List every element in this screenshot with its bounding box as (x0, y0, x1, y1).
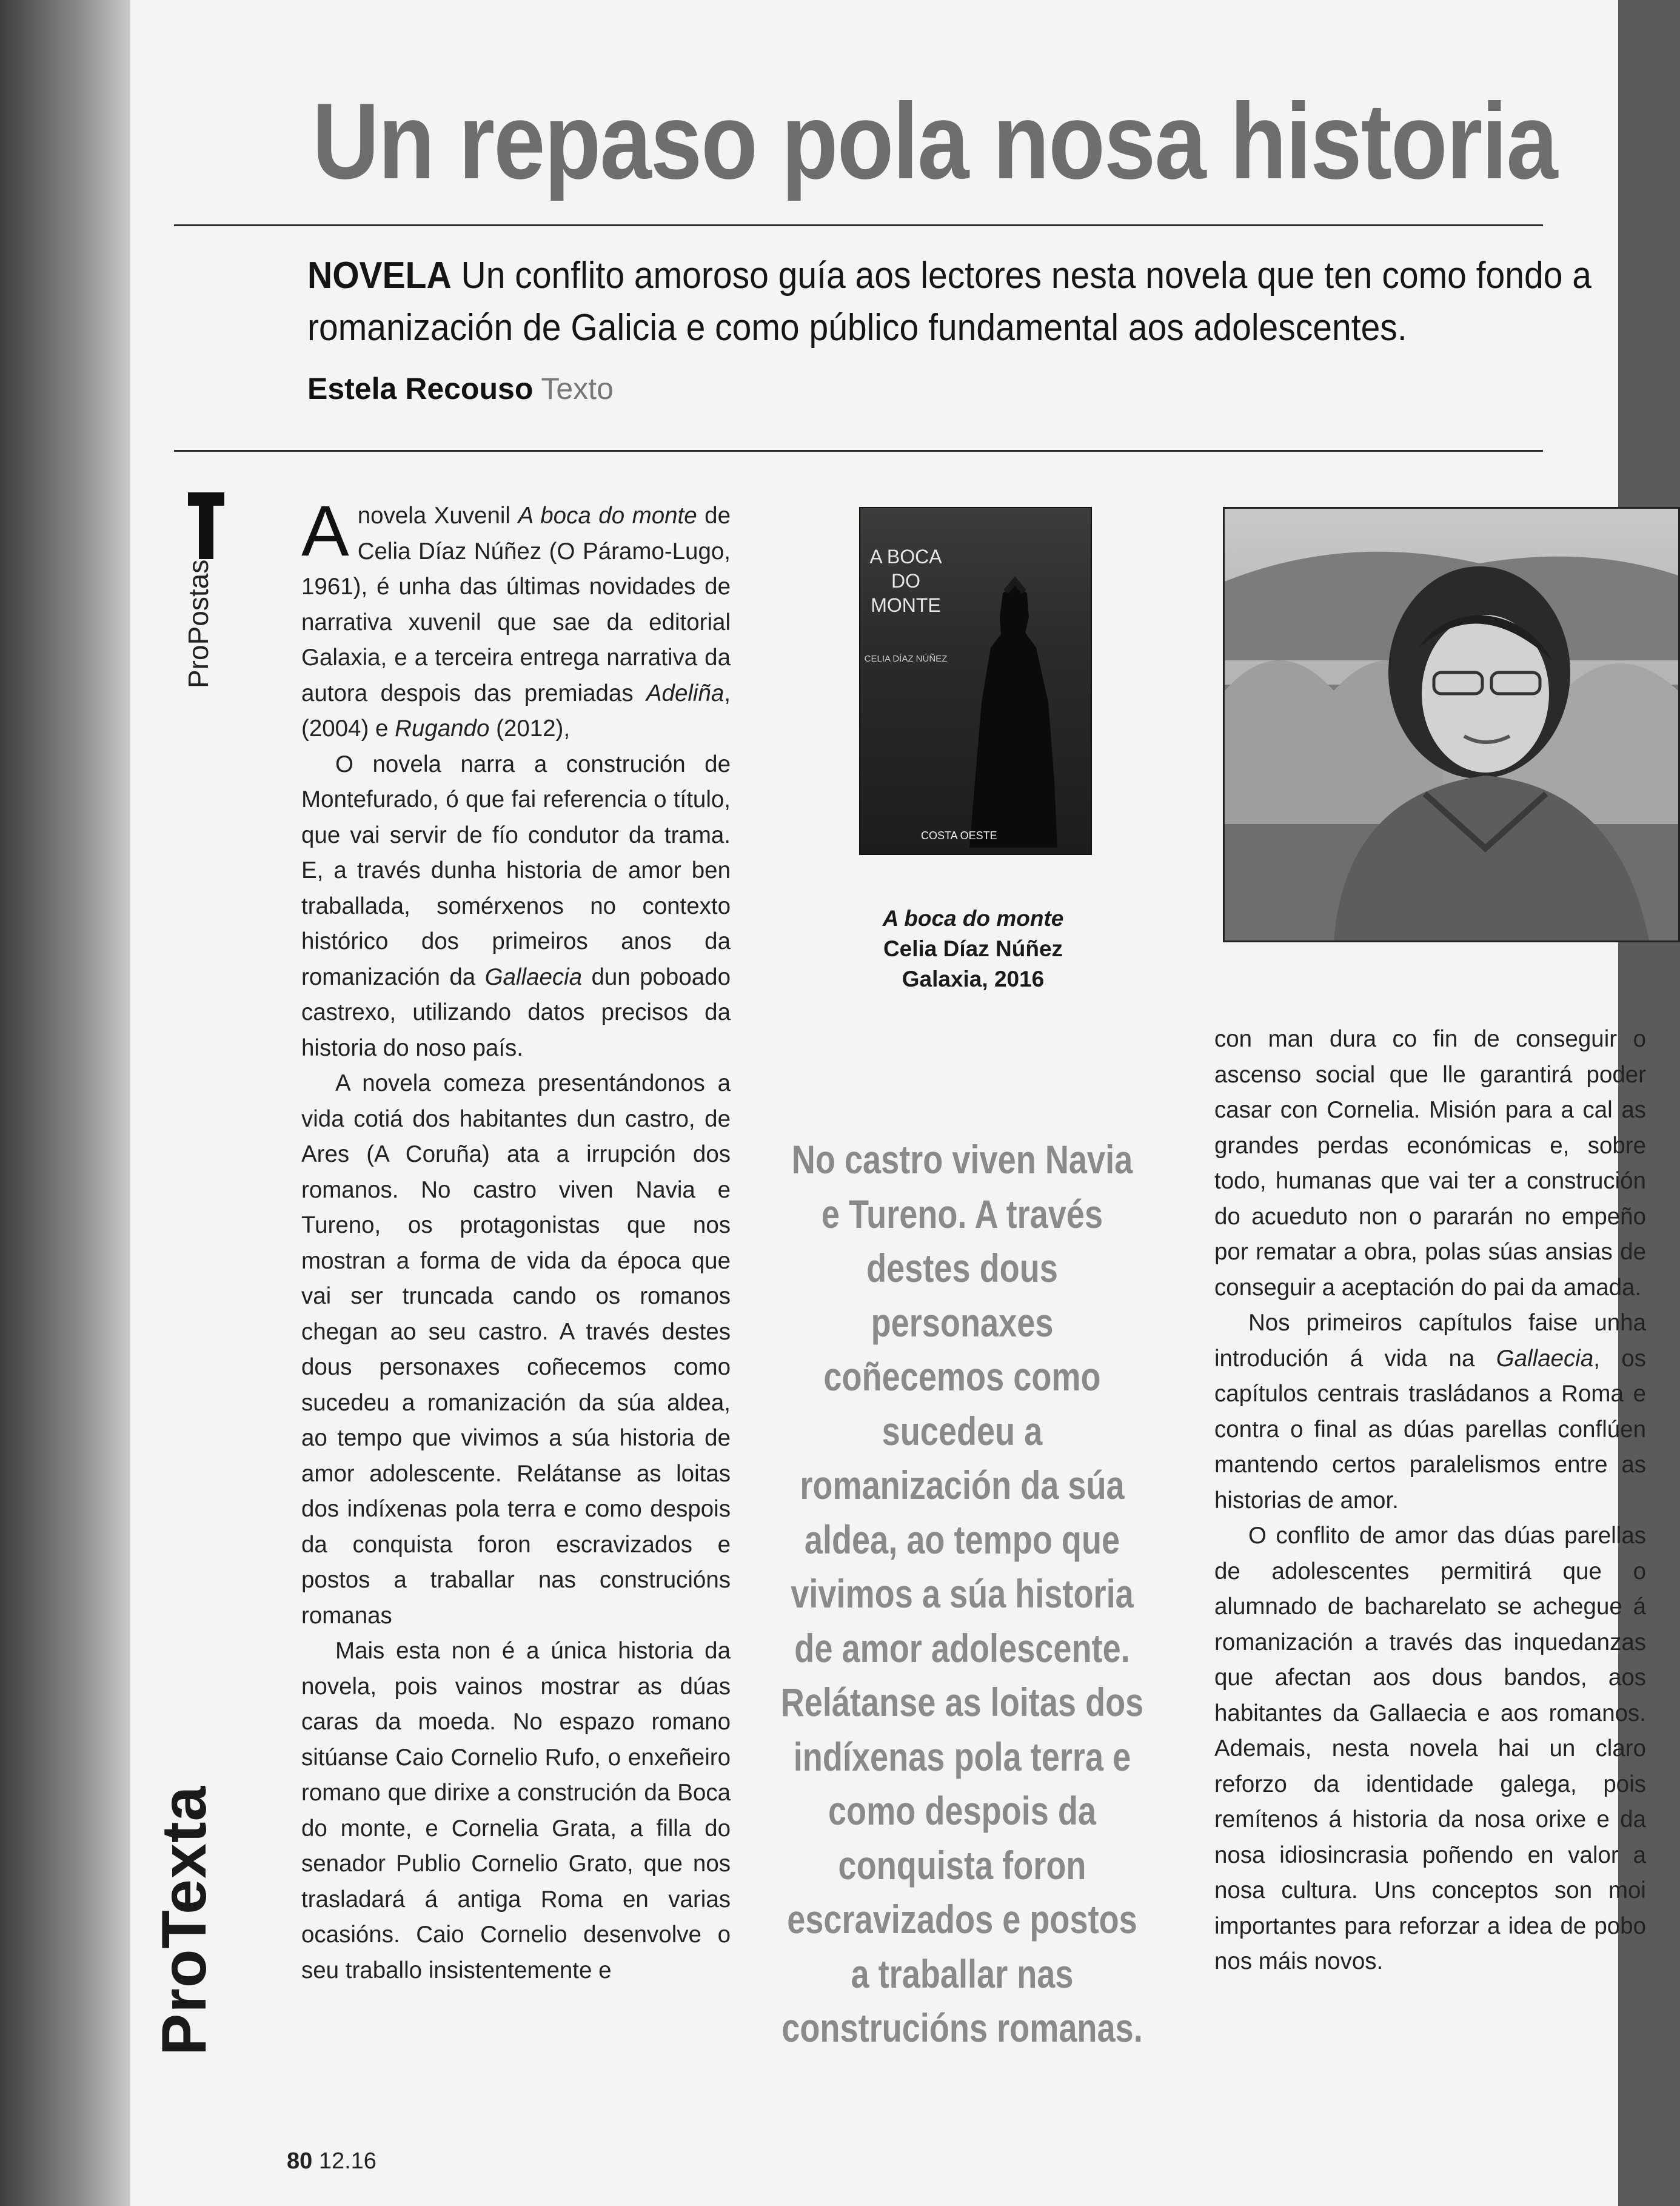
page-number: 80 (287, 2148, 313, 2174)
subtitle-text: Un conflito amoroso guía aos lectores nesta novela que ten como fondo a romanización de Galicia e como público fundamental aos adolescentes. (307, 255, 1592, 349)
book-title-italic: A boca do monte (518, 503, 697, 529)
paragraph: A novela comeza presentándonos a vida cotiá dos habitantes dun castro, de Ares (A Coruña) ata a irrupción dos romanos. No castro viven Navia e Tureno, os protagonistas que nos mostran a forma de vida da época que vai ser truncada cando os romanos chegan ao seu castro. A través destes dous personaxes coñecemos como sucedeu a romanización da súa aldea, ao tempo que vivimos a súa historia de amor adolescente. Relátanse as loitas dos indíxenas pola terra e como despois da conquista foron escravizados e postos a traballar nas construcións romanas (301, 1070, 731, 1629)
paragraph (301, 491, 731, 747)
pull-quote-line: coñecemos como (823, 1354, 1101, 1399)
magazine-page (130, 0, 1646, 2206)
section-label-protexta: ProTexta (149, 1785, 219, 2056)
body-column-right (1214, 1022, 1646, 1980)
paragraph: con man dura co fin de conseguir o ascenso social que lle garantirá poder casar con Cornelia. Misión para a cal as grandes perdas económicas e, sobre todo, humanas que vai ter a construción do acueduto non o pararán no empeño por rematar a obra, polas súas ansias de conseguir a aceptación do pai da amada. (1214, 1026, 1646, 1301)
book-caption (852, 904, 1094, 994)
place-name-italic: Gallaecia (1496, 1345, 1594, 1372)
text-run: de Celia Díaz Núñez (O Páramo-Lugo, 1961), é unha das últimas novidades de narrativa xuvenil que sae da editorial Galaxia, e a terceira entrega narrativa da autora despois das premiadas (301, 503, 731, 706)
page-folio (287, 2148, 376, 2174)
page-binding-shadow (0, 0, 130, 2206)
drop-cap: A (301, 491, 349, 571)
issue-date: 12.16 (318, 2148, 376, 2174)
warrior-silhouette-icon (957, 581, 1060, 848)
pull-quote-line: vivimos a súa historia (791, 1571, 1134, 1616)
caption-publisher: Galaxia, 2016 (902, 967, 1045, 991)
pull-quote-line: destes dous (866, 1245, 1058, 1290)
header-rule-bottom (174, 450, 1543, 452)
text-run: , os capítulos centrais trasládanos a Roma e contra o final as dúas parellas conflúen mantendo certos paralelismos entre as historias de amor. (1214, 1345, 1646, 1514)
book-title-italic: Rugando (395, 716, 490, 742)
header-rule-top (174, 224, 1543, 226)
pull-quote-line: No castro viven Navia (791, 1137, 1133, 1182)
place-name-italic: Gallaecia (484, 964, 583, 990)
text-run: novela Xuvenil (357, 503, 518, 529)
caption-title: A boca do monte (882, 906, 1064, 931)
text-run: Nos primeiros capítulos faise unha introdución á vida na (1214, 1310, 1646, 1372)
text-run: (2012), (489, 716, 571, 742)
pull-quote-line: romanización da súa (800, 1463, 1125, 1507)
pull-quote-line: como despois da (828, 1788, 1097, 1833)
pull-quote-line: indíxenas pola terra e (793, 1734, 1131, 1779)
paragraph (301, 747, 731, 1067)
pull-quote-line: construcións romanas. (781, 2005, 1143, 2050)
cover-author: CELIA DÍAZ NÚÑEZ (864, 654, 948, 664)
section-label-propostas: ProPostas (182, 559, 214, 688)
caption-author: Celia Díaz Núñez (883, 936, 1063, 961)
text-run: O novela narra a construción de Montefurado, ó que fai referencia o título, que vai servir de fío condutor da trama. E, a través dunha historia de amor ben traballada, somérxenos no contexto histórico dos primeiros anos da romanización da (301, 751, 731, 990)
author-portrait-image (1225, 509, 1678, 940)
paragraph (1214, 1306, 1646, 1518)
text-run: , (2004) e (301, 680, 731, 742)
pull-quote-line: personaxes (871, 1299, 1054, 1345)
text-run: dun poboado castrexo, utilizando datos precisos da historia do noso país. (301, 964, 731, 1061)
pull-quote-line: escravizados e postos (787, 1897, 1137, 1942)
book-cover-image (859, 507, 1092, 855)
section-t-icon (188, 492, 224, 559)
pull-quote-line: aldea, ao tempo que (804, 1517, 1120, 1562)
cover-publisher: COSTA OESTE (921, 830, 997, 842)
subtitle-kicker: NOVELA (307, 255, 452, 297)
paragraph: O conflito de amor das dúas parellas de adolescentes permitirá que o alumnado de bacharelato se achegue á romanización a través das inquedanzas que afectan aos dous bandos, aos habitantes da Gallaecia e aos romanos. Ademais, nesta novela hai un claro reforzo da identidade galega, pois remítenos á historia da nosa orixe e da nosa idiosincrasia poñendo en valor a nosa cultura. Uns conceptos son moi importantes para reforzar a idea de pobo nos máis novos. (1214, 1523, 1646, 1974)
body-column-left (301, 491, 731, 1988)
article-title: Un repaso pola nosa historia (312, 81, 1557, 201)
pull-quote-line: sucedeu a (882, 1408, 1043, 1453)
pull-quote-line: a traballar nas (851, 1951, 1074, 1996)
pull-quote-line: de amor adolescente. (794, 1625, 1130, 1671)
pull-quote (738, 1133, 1186, 2056)
pull-quote-line: e Tureno. A través (821, 1191, 1103, 1236)
author-photo (1223, 507, 1680, 942)
byline-role: Texto (541, 372, 614, 406)
cover-title: A BOCA DO MONTE (869, 546, 942, 616)
article-subtitle (307, 250, 1679, 354)
pull-quote-line: Relátanse as loitas dos (780, 1680, 1144, 1725)
paragraph: Mais esta non é a única historia da novela, pois vainos mostrar as dúas caras da moeda. No espazo romano sitúanse Caio Cornelio Rufo, o enxeñeiro romano que dirixe a construción da Boca do monte, e Cornelia Grata, a filla do senador Publio Cornelio Grato, que nos trasladará á antiga Roma en varias ocasións. Caio Cornelio desenvolve o seu traballo insistentemente e (301, 1638, 731, 1983)
byline (307, 371, 614, 406)
byline-author: Estela Recouso (307, 372, 534, 406)
pull-quote-line: conquista foron (838, 1842, 1086, 1888)
book-title-italic: Adeliña (646, 680, 725, 706)
